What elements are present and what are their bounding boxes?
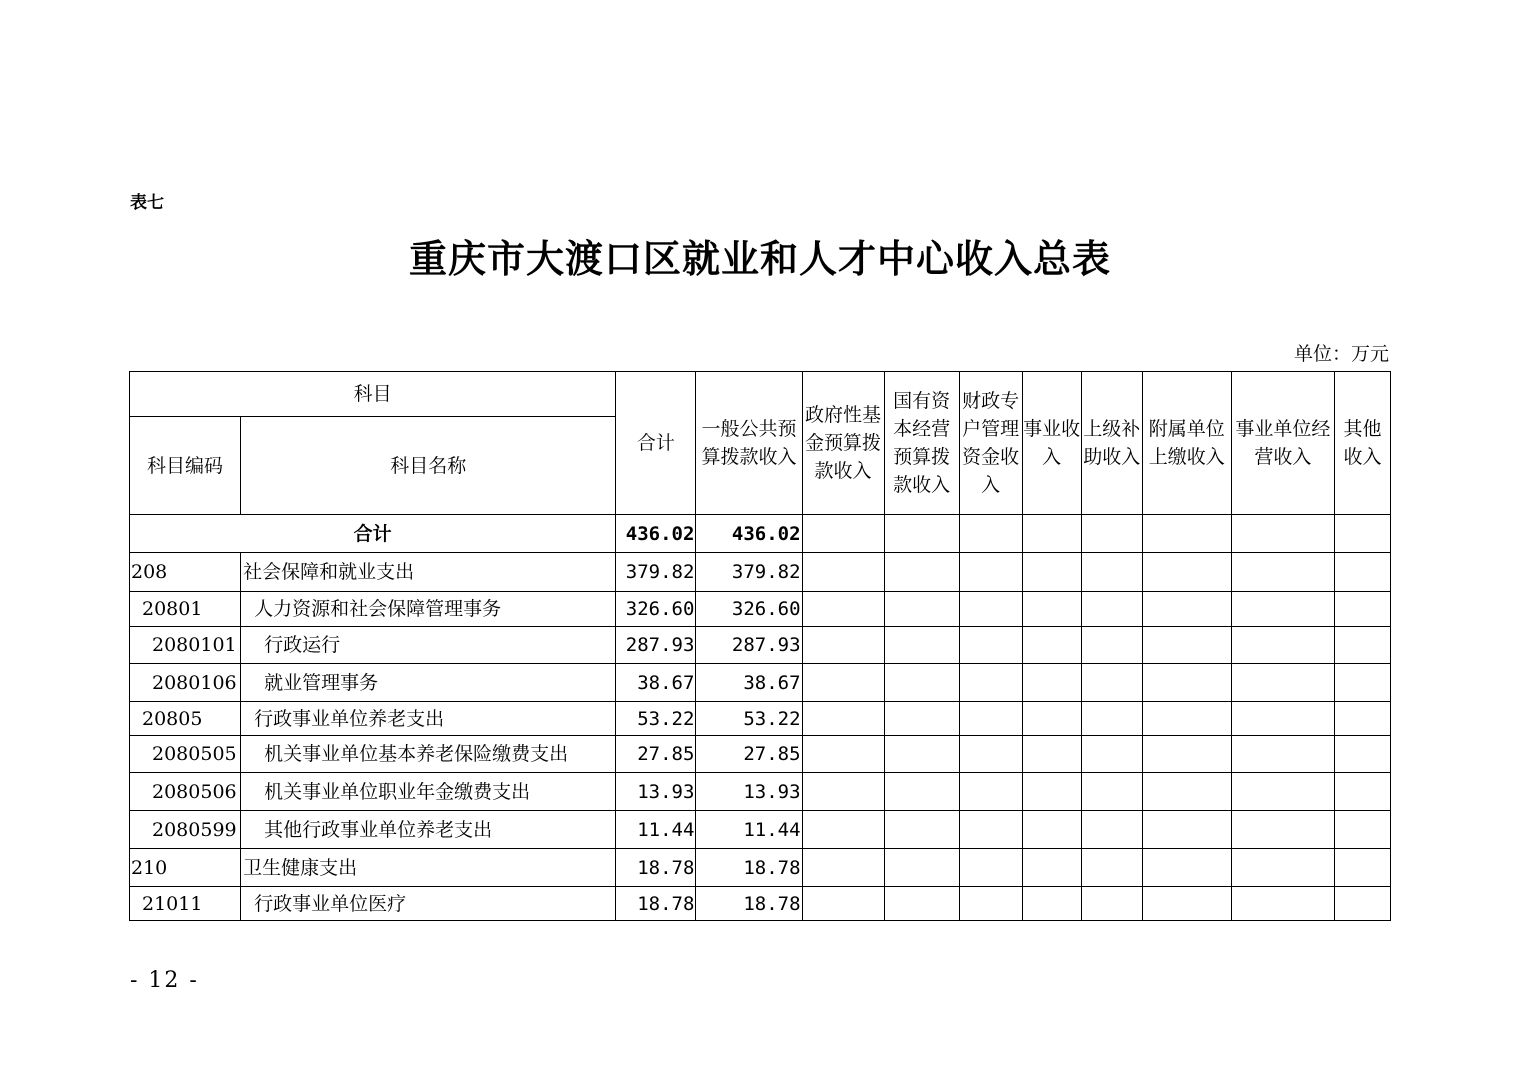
- row-name: 卫生健康支出: [241, 849, 616, 887]
- empty-cell: [1334, 773, 1390, 811]
- row-general-budget: 326.60: [696, 592, 802, 627]
- header-state-capital: 国有资本经营预算拨款收入: [884, 372, 959, 515]
- header-other-income: 其他收入: [1334, 372, 1390, 515]
- empty-cell: [1334, 887, 1390, 921]
- table-row: [130, 664, 1391, 702]
- empty-cell: [1081, 702, 1142, 736]
- empty-cell: [884, 592, 959, 627]
- empty-cell: [802, 553, 884, 592]
- row-general-budget: 53.22: [696, 702, 802, 736]
- empty-cell: [1231, 702, 1334, 736]
- row-code: 2080505: [130, 736, 241, 773]
- empty-cell: [1022, 773, 1081, 811]
- empty-cell: [1334, 811, 1390, 849]
- table-label: 表七: [130, 193, 164, 213]
- row-total: 379.82: [616, 553, 696, 592]
- empty-cell: [959, 592, 1022, 627]
- header-superior-subsidy: 上级补助收入: [1081, 372, 1142, 515]
- row-total: 18.78: [616, 887, 696, 921]
- empty-cell: [959, 849, 1022, 887]
- row-total: 287.93: [616, 627, 696, 664]
- empty-cell: [802, 849, 884, 887]
- header-affiliated-unit: 附属单位上缴收入: [1142, 372, 1231, 515]
- empty-cell: [1081, 736, 1142, 773]
- empty-cell: [1334, 664, 1390, 702]
- table-row: [130, 773, 1391, 811]
- header-business-operation: 事业单位经营收入: [1231, 372, 1334, 515]
- empty-cell: [1142, 627, 1231, 664]
- row-general-budget: 13.93: [696, 773, 802, 811]
- empty-cell: [1142, 773, 1231, 811]
- empty-cell: [959, 887, 1022, 921]
- table-row: [130, 702, 1391, 736]
- empty-cell: [1231, 736, 1334, 773]
- row-name: 行政事业单位医疗: [241, 887, 616, 921]
- row-general-budget: 379.82: [696, 553, 802, 592]
- empty-cell: [1081, 627, 1142, 664]
- row-name: 社会保障和就业支出: [241, 553, 616, 592]
- row-general-budget: 18.78: [696, 849, 802, 887]
- empty-cell: [884, 811, 959, 849]
- empty-cell: [802, 592, 884, 627]
- empty-cell: [959, 664, 1022, 702]
- row-code: 20805: [130, 702, 241, 736]
- row-general-budget: 38.67: [696, 664, 802, 702]
- row-total: 18.78: [616, 849, 696, 887]
- header-subject-name: 科目名称: [241, 417, 616, 515]
- empty-cell: [959, 811, 1022, 849]
- row-name: 就业管理事务: [241, 664, 616, 702]
- empty-cell: [1334, 702, 1390, 736]
- header-business-income: 事业收入: [1022, 372, 1081, 515]
- empty-cell: [884, 553, 959, 592]
- page-number: - 12 -: [130, 968, 199, 993]
- empty-cell: [1081, 887, 1142, 921]
- table-row: [130, 849, 1391, 887]
- empty-cell: [1022, 736, 1081, 773]
- empty-cell: [1022, 664, 1081, 702]
- row-total: 27.85: [616, 736, 696, 773]
- empty-cell: [959, 515, 1022, 553]
- empty-cell: [1231, 811, 1334, 849]
- row-name: 行政运行: [241, 627, 616, 664]
- empty-cell: [1334, 736, 1390, 773]
- table-body: [130, 553, 1391, 921]
- row-name: 机关事业单位基本养老保险缴费支出: [241, 736, 616, 773]
- empty-cell: [1231, 849, 1334, 887]
- table-row: [130, 811, 1391, 849]
- empty-cell: [1334, 592, 1390, 627]
- empty-cell: [1081, 553, 1142, 592]
- empty-cell: [802, 773, 884, 811]
- empty-cell: [1231, 627, 1334, 664]
- empty-cell: [1022, 849, 1081, 887]
- row-total: 38.67: [616, 664, 696, 702]
- empty-cell: [1022, 515, 1081, 553]
- table-row: [130, 553, 1391, 592]
- empty-cell: [1022, 811, 1081, 849]
- row-code: 208: [130, 553, 241, 592]
- empty-cell: [1334, 627, 1390, 664]
- empty-cell: [1142, 553, 1231, 592]
- row-name: 人力资源和社会保障管理事务: [241, 592, 616, 627]
- total-row-label: 合计: [130, 515, 616, 553]
- empty-cell: [1081, 515, 1142, 553]
- empty-cell: [802, 811, 884, 849]
- row-total: 11.44: [616, 811, 696, 849]
- empty-cell: [802, 664, 884, 702]
- page-title: 重庆市大渡口区就业和人才中心收入总表: [408, 236, 1111, 281]
- empty-cell: [884, 849, 959, 887]
- empty-cell: [884, 664, 959, 702]
- empty-cell: [1231, 887, 1334, 921]
- empty-cell: [959, 736, 1022, 773]
- empty-cell: [802, 515, 884, 553]
- empty-cell: [884, 773, 959, 811]
- empty-cell: [1231, 592, 1334, 627]
- income-table: [129, 371, 1391, 921]
- empty-cell: [1022, 702, 1081, 736]
- header-total: 合计: [616, 372, 696, 515]
- row-code: 21011: [130, 887, 241, 921]
- total-row: [130, 515, 1391, 553]
- empty-cell: [1231, 773, 1334, 811]
- total-row-total: 436.02: [616, 515, 696, 553]
- empty-cell: [1022, 887, 1081, 921]
- empty-cell: [959, 702, 1022, 736]
- table-row: [130, 592, 1391, 627]
- empty-cell: [1334, 553, 1390, 592]
- empty-cell: [1231, 553, 1334, 592]
- empty-cell: [1081, 849, 1142, 887]
- table-row: [130, 736, 1391, 773]
- row-name: 其他行政事业单位养老支出: [241, 811, 616, 849]
- empty-cell: [884, 515, 959, 553]
- empty-cell: [1081, 773, 1142, 811]
- empty-cell: [884, 627, 959, 664]
- row-code: 20801: [130, 592, 241, 627]
- row-total: 53.22: [616, 702, 696, 736]
- empty-cell: [959, 627, 1022, 664]
- empty-cell: [1142, 664, 1231, 702]
- row-general-budget: 287.93: [696, 627, 802, 664]
- row-name: 机关事业单位职业年金缴费支出: [241, 773, 616, 811]
- total-row-general-budget: 436.02: [696, 515, 802, 553]
- empty-cell: [959, 773, 1022, 811]
- empty-cell: [1334, 849, 1390, 887]
- row-general-budget: 11.44: [696, 811, 802, 849]
- unit-label: 单位：万元: [1293, 343, 1389, 365]
- row-total: 326.60: [616, 592, 696, 627]
- empty-cell: [884, 887, 959, 921]
- empty-cell: [1022, 553, 1081, 592]
- empty-cell: [1334, 515, 1390, 553]
- row-name: 行政事业单位养老支出: [241, 702, 616, 736]
- empty-cell: [802, 887, 884, 921]
- header-gov-fund: 政府性基金预算拨款收入: [802, 372, 884, 515]
- empty-cell: [802, 627, 884, 664]
- empty-cell: [1142, 702, 1231, 736]
- empty-cell: [1081, 811, 1142, 849]
- empty-cell: [802, 702, 884, 736]
- empty-cell: [1142, 887, 1231, 921]
- empty-cell: [1081, 592, 1142, 627]
- row-code: 210: [130, 849, 241, 887]
- row-code: 2080506: [130, 773, 241, 811]
- empty-cell: [802, 736, 884, 773]
- table-row: [130, 887, 1391, 921]
- empty-cell: [1081, 664, 1142, 702]
- empty-cell: [884, 736, 959, 773]
- header-subject: 科目: [130, 372, 616, 417]
- row-code: 2080599: [130, 811, 241, 849]
- empty-cell: [1142, 811, 1231, 849]
- row-code: 2080101: [130, 627, 241, 664]
- empty-cell: [959, 553, 1022, 592]
- empty-cell: [1022, 627, 1081, 664]
- table-row: [130, 627, 1391, 664]
- row-general-budget: 27.85: [696, 736, 802, 773]
- empty-cell: [884, 702, 959, 736]
- row-total: 13.93: [616, 773, 696, 811]
- empty-cell: [1142, 736, 1231, 773]
- empty-cell: [1022, 592, 1081, 627]
- empty-cell: [1142, 592, 1231, 627]
- row-code: 2080106: [130, 664, 241, 702]
- empty-cell: [1231, 664, 1334, 702]
- empty-cell: [1142, 515, 1231, 553]
- header-fiscal-special: 财政专户管理资金收入: [959, 372, 1022, 515]
- empty-cell: [1231, 515, 1334, 553]
- header-general-budget: 一般公共预算拨款收入: [696, 372, 802, 515]
- row-general-budget: 18.78: [696, 887, 802, 921]
- header-subject-code: 科目编码: [130, 417, 241, 515]
- empty-cell: [1142, 849, 1231, 887]
